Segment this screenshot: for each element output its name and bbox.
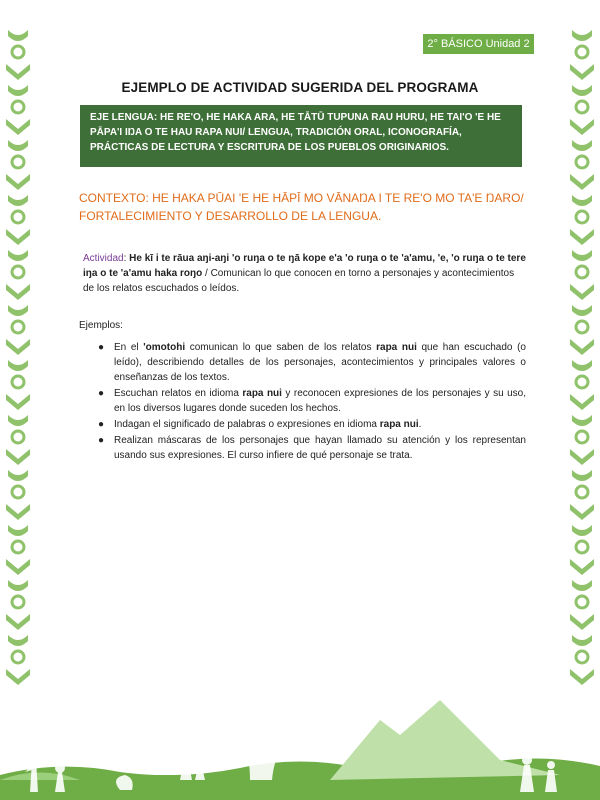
item-bold: rapa nui [376, 342, 417, 353]
list-item [98, 340, 526, 385]
bullet-icon: ● [98, 342, 105, 353]
left-decorative-border [4, 30, 32, 720]
item-text: Realizan máscaras de los personajes que hayan llamado su atención y los representan usando sus expresiones. El curso infiere de qué personaje se trata. [114, 435, 526, 461]
bullet-icon: ● [98, 435, 105, 446]
bullet-icon: ● [98, 388, 105, 399]
actividad-paragraph [83, 251, 527, 296]
item-bold: 'omotohi [143, 342, 186, 353]
bullet-icon: ● [98, 419, 105, 430]
examples-list [98, 340, 526, 464]
border-pattern-icon [568, 30, 596, 720]
list-item [98, 433, 526, 463]
eje-box: EJE LENGUA: HE RE'O, HE HAKA ARA, HE TĀTŪ TUPUNA RAU HURU, HE TAI'O 'E HE PĀPA'I IŊA O TE HAU RAPA NUI/ LENGUA, TRADICIÓN ORAL, ICONOGRAFÍA, PRÁCTICAS DE LECTURA Y ESCRITURA DE LOS PUEBLOS ORIGINARIOS. [80, 105, 522, 167]
actividad-spanish-text: / Comunican lo que conocen en torno a personajes y acontecimientos de los relatos escuchados o leídos. [83, 268, 515, 294]
landscape-icon [0, 680, 600, 800]
actividad-label: Actividad [83, 253, 124, 264]
item-text: comunican lo que saben de los relatos [185, 342, 377, 353]
list-item [98, 417, 526, 432]
list-item [98, 386, 526, 416]
item-bold: rapa nui [379, 419, 419, 430]
item-text: Escuchan relatos en idioma [114, 388, 243, 399]
item-text: . [418, 419, 422, 430]
ejemplos-label: Ejemplos: [79, 320, 123, 331]
grade-badge: 2° BÁSICO Unidad 2 [423, 34, 534, 54]
item-bold: rapa nui [242, 388, 282, 399]
contexto-heading: CONTEXTO: HE HAKA PŪAI 'E HE HĀPĪ MO VĀNAŊA I TE RE'O MO TA'E ŊARO/ FORTALECIMIENTO Y DESARROLLO DE LA LENGUA. [79, 191, 524, 223]
landscape-illustration [0, 680, 600, 800]
right-decorative-border [568, 30, 596, 720]
border-pattern-icon [4, 30, 32, 720]
item-text: y reconocen expresiones de los personajes y su uso, en los diversos lugares donde suceden los hechos. [114, 388, 527, 414]
item-text: Indagan el significado de palabras o expresiones en idioma [114, 419, 380, 430]
item-text: que han escuchado (o leído), describiendo detalles de los personajes, acontecimientos y principales valores o enseñanzas de los textos. [114, 342, 526, 383]
actividad-rapa-nui-text: He kī i te rāua aŋi-aŋi 'o ruŋa o te ŋā kope e'a 'o ruŋa o te 'a'amu, 'e, 'o ruŋa o te tere iŋa o te 'a'amu haka roŋo [83, 253, 526, 279]
item-text: En el [114, 342, 144, 353]
page-title: EJEMPLO DE ACTIVIDAD SUGERIDA DEL PROGRAMA [121, 80, 479, 95]
actividad-colon: : [123, 253, 130, 264]
